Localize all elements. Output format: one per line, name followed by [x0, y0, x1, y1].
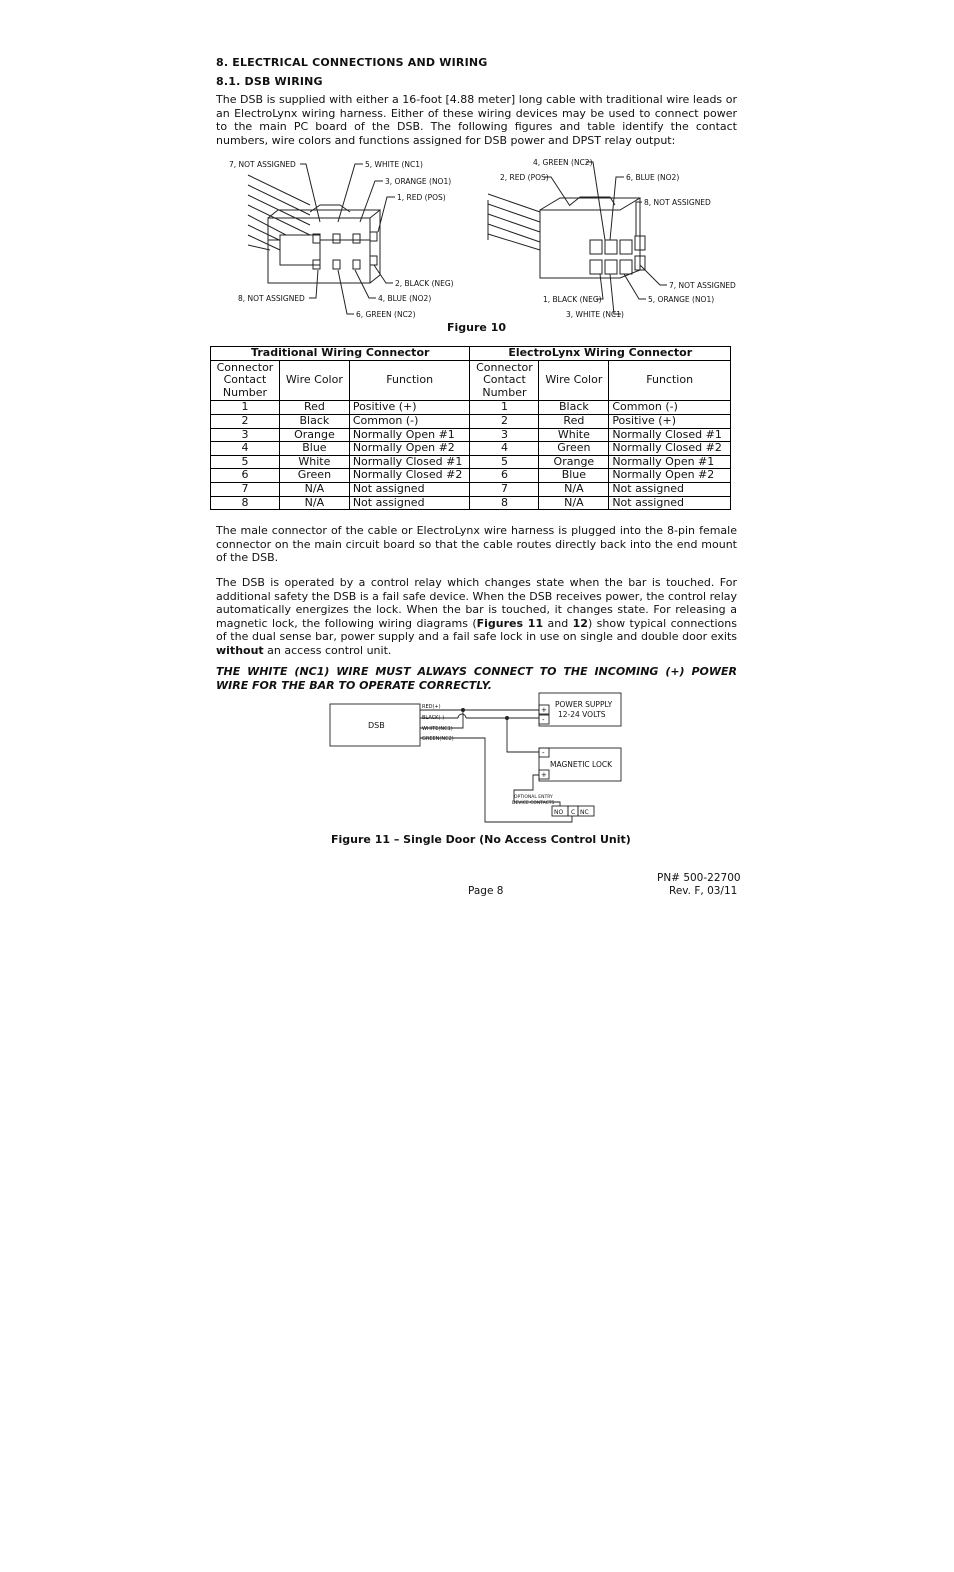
figure-11-caption: Figure 11 – Single Door (No Access Control Unit) [331, 833, 631, 846]
wiring-table [210, 346, 731, 510]
col-header-function: Function [609, 360, 731, 401]
black-label: BLACK(-) [422, 715, 445, 721]
cell-color: N/A [279, 482, 349, 496]
table-row [211, 442, 731, 456]
cell-color: N/A [279, 496, 349, 510]
cell-color: Red [279, 401, 349, 415]
cell-color: White [279, 455, 349, 469]
label-right-4: 4, GREEN (NC2) [533, 158, 593, 167]
operation-paragraph [216, 576, 737, 658]
cell-color: Blue [539, 469, 609, 483]
label-right-7: 7, NOT ASSIGNED [669, 281, 736, 290]
cell-contact: 2 [470, 414, 539, 428]
nc-label: NC [580, 809, 589, 816]
cell-function: Normally Closed #1 [349, 455, 470, 469]
revision: Rev. F, 03/11 [669, 885, 738, 897]
cell-function: Normally Open #1 [609, 455, 731, 469]
cell-function: Not assigned [349, 496, 470, 510]
col-header-color: Wire Color [539, 360, 609, 401]
optional-label-2: DEVICE CONTACTS [512, 801, 555, 806]
cell-function: Normally Open #1 [349, 428, 470, 442]
green-label: GREEN(NC2) [422, 736, 454, 742]
warning-text: THE WHITE (NC1) WIRE MUST ALWAYS CONNECT TO THE INCOMING (+) POWER WIRE FOR THE BAR TO OPERATE CORRECTLY. [216, 665, 737, 692]
section-heading: 8. ELECTRICAL CONNECTIONS AND WIRING [216, 56, 488, 69]
cell-contact: 2 [211, 414, 280, 428]
cell-function: Normally Closed #2 [609, 442, 731, 456]
optional-label-1: OPTIONAL ENTRY [514, 795, 553, 800]
power-supply-label: POWER SUPPLY [555, 700, 613, 709]
connector-paragraph: The male connector of the cable or ElectroLynx wire harness is plugged into the 8-pin female connector on the main circuit board so that the cable routes directly back into the end mount of the DSB. [216, 524, 737, 565]
cell-function: Not assigned [609, 496, 731, 510]
page-number: Page 8 [468, 885, 504, 897]
table-row [211, 428, 731, 442]
cell-function: Normally Closed #1 [609, 428, 731, 442]
cell-function: Positive (+) [609, 414, 731, 428]
cell-contact: 6 [470, 469, 539, 483]
intro-paragraph: The DSB is supplied with either a 16-foot [4.88 meter] long cable with traditional wire leads or an ElectroLynx wiring harness. Either of these wiring devices may be used to connect power to the main PC board of the DSB. The following figures and table identify the contact numbers, wire colors and functions assigned for DSB power and DPST relay output: [216, 93, 737, 147]
col-header-color: Wire Color [279, 360, 349, 401]
cell-function: Normally Open #2 [609, 469, 731, 483]
right-pins [590, 236, 645, 274]
cell-color: Red [539, 414, 609, 428]
group-header-traditional: Traditional Wiring Connector [211, 347, 470, 361]
table-row [211, 455, 731, 469]
table-row [211, 496, 731, 510]
cell-function: Not assigned [609, 482, 731, 496]
cell-color: N/A [539, 482, 609, 496]
cell-contact: 4 [211, 442, 280, 456]
operation-text-2: and [543, 616, 573, 630]
c-label: C [571, 809, 576, 816]
cell-function: Common (-) [609, 401, 731, 415]
junction-dot [461, 708, 465, 712]
cell-color: N/A [539, 496, 609, 510]
col-header-function: Function [349, 360, 470, 401]
cell-color: Green [539, 442, 609, 456]
ps-plus: + [541, 706, 547, 714]
cell-contact: 7 [470, 482, 539, 496]
lock-plus: + [541, 771, 547, 779]
label-left-3: 3, ORANGE (NO1) [385, 177, 452, 186]
label-left-6: 6, GREEN (NC2) [356, 310, 416, 319]
cell-contact: 7 [211, 482, 280, 496]
table-row [211, 414, 731, 428]
cell-color: Black [279, 414, 349, 428]
cell-color: Black [539, 401, 609, 415]
cell-function: Not assigned [349, 482, 470, 496]
cell-color: White [539, 428, 609, 442]
table-row [211, 469, 731, 483]
red-label: RED(+) [422, 704, 441, 710]
operation-bold-12: 12 [572, 616, 588, 630]
operation-text-3: ) show typical connections of the dual sense bar, power supply and a fail safe lock in use on single and double door exits [216, 616, 737, 644]
cell-color: Orange [279, 428, 349, 442]
table-row [211, 482, 731, 496]
part-number: PN# 500-22700 [657, 872, 741, 884]
figure-10-diagram [220, 150, 740, 325]
junction-dot [505, 716, 509, 720]
cell-contact: 1 [211, 401, 280, 415]
power-voltage-label: 12-24 VOLTS [558, 710, 606, 719]
cell-contact: 8 [470, 496, 539, 510]
label-left-8: 8, NOT ASSIGNED [238, 294, 305, 303]
cell-contact: 3 [211, 428, 280, 442]
label-left-7: 7, NOT ASSIGNED [229, 160, 296, 169]
cell-contact: 8 [211, 496, 280, 510]
group-header-electrolynx: ElectroLynx Wiring Connector [470, 347, 731, 361]
left-pins [313, 232, 377, 269]
magnetic-lock-label: MAGNETIC LOCK [550, 760, 613, 769]
cell-contact: 5 [470, 455, 539, 469]
no-label: NO [554, 809, 564, 816]
figure-11-diagram [328, 690, 628, 830]
col-header-contact: Connector Contact Number [211, 360, 280, 401]
label-right-8: 8, NOT ASSIGNED [644, 198, 711, 207]
cell-contact: 3 [470, 428, 539, 442]
label-left-1: 1, RED (POS) [397, 193, 446, 202]
label-right-5: 5, ORANGE (NO1) [648, 295, 715, 304]
table-row [211, 401, 731, 415]
table-group-header-row [211, 347, 731, 361]
col-header-contact: Connector Contact Number [470, 360, 539, 401]
neg-to-lock [507, 718, 539, 752]
operation-text-4: an access control unit. [263, 643, 392, 657]
label-left-4: 4, BLUE (NO2) [378, 294, 432, 303]
cell-color: Orange [539, 455, 609, 469]
operation-bold-figures: Figures 11 [476, 616, 544, 630]
label-right-6: 6, BLUE (NO2) [626, 173, 680, 182]
label-left-5: 5, WHITE (NC1) [365, 160, 423, 169]
lock-minus: - [542, 749, 545, 757]
cell-color: Green [279, 469, 349, 483]
cell-function: Positive (+) [349, 401, 470, 415]
white-label: WHITE(NC1) [422, 726, 453, 732]
cell-contact: 5 [211, 455, 280, 469]
ps-minus: - [542, 716, 545, 724]
cell-color: Blue [279, 442, 349, 456]
subsection-heading: 8.1. DSB WIRING [216, 75, 323, 88]
table-column-header-row [211, 360, 731, 401]
label-right-1: 1, BLACK (NEG) [543, 295, 602, 304]
operation-bold-without: without [216, 643, 264, 657]
cell-function: Normally Open #2 [349, 442, 470, 456]
dsb-label: DSB [368, 721, 385, 730]
right-wire-bundle [488, 194, 540, 250]
cell-function: Common (-) [349, 414, 470, 428]
label-left-2: 2, BLACK (NEG) [395, 279, 454, 288]
cell-function: Normally Closed #2 [349, 469, 470, 483]
figure-10-caption: Figure 10 [447, 321, 507, 334]
cell-contact: 1 [470, 401, 539, 415]
label-right-3: 3, WHITE (NC1) [566, 310, 624, 319]
operation-text-1: The DSB is operated by a control relay which changes state when the bar is touched. For additional safety the DSB is a fail safe device. When the DSB receives power, the control relay automatically energizes the lock. When the bar is touched, it changes state. For releasing a magnetic lock, the following wiring diagrams ( [216, 576, 737, 630]
label-right-2: 2, RED (POS) [500, 173, 549, 182]
cell-contact: 6 [211, 469, 280, 483]
cell-contact: 4 [470, 442, 539, 456]
table-body [211, 401, 731, 510]
